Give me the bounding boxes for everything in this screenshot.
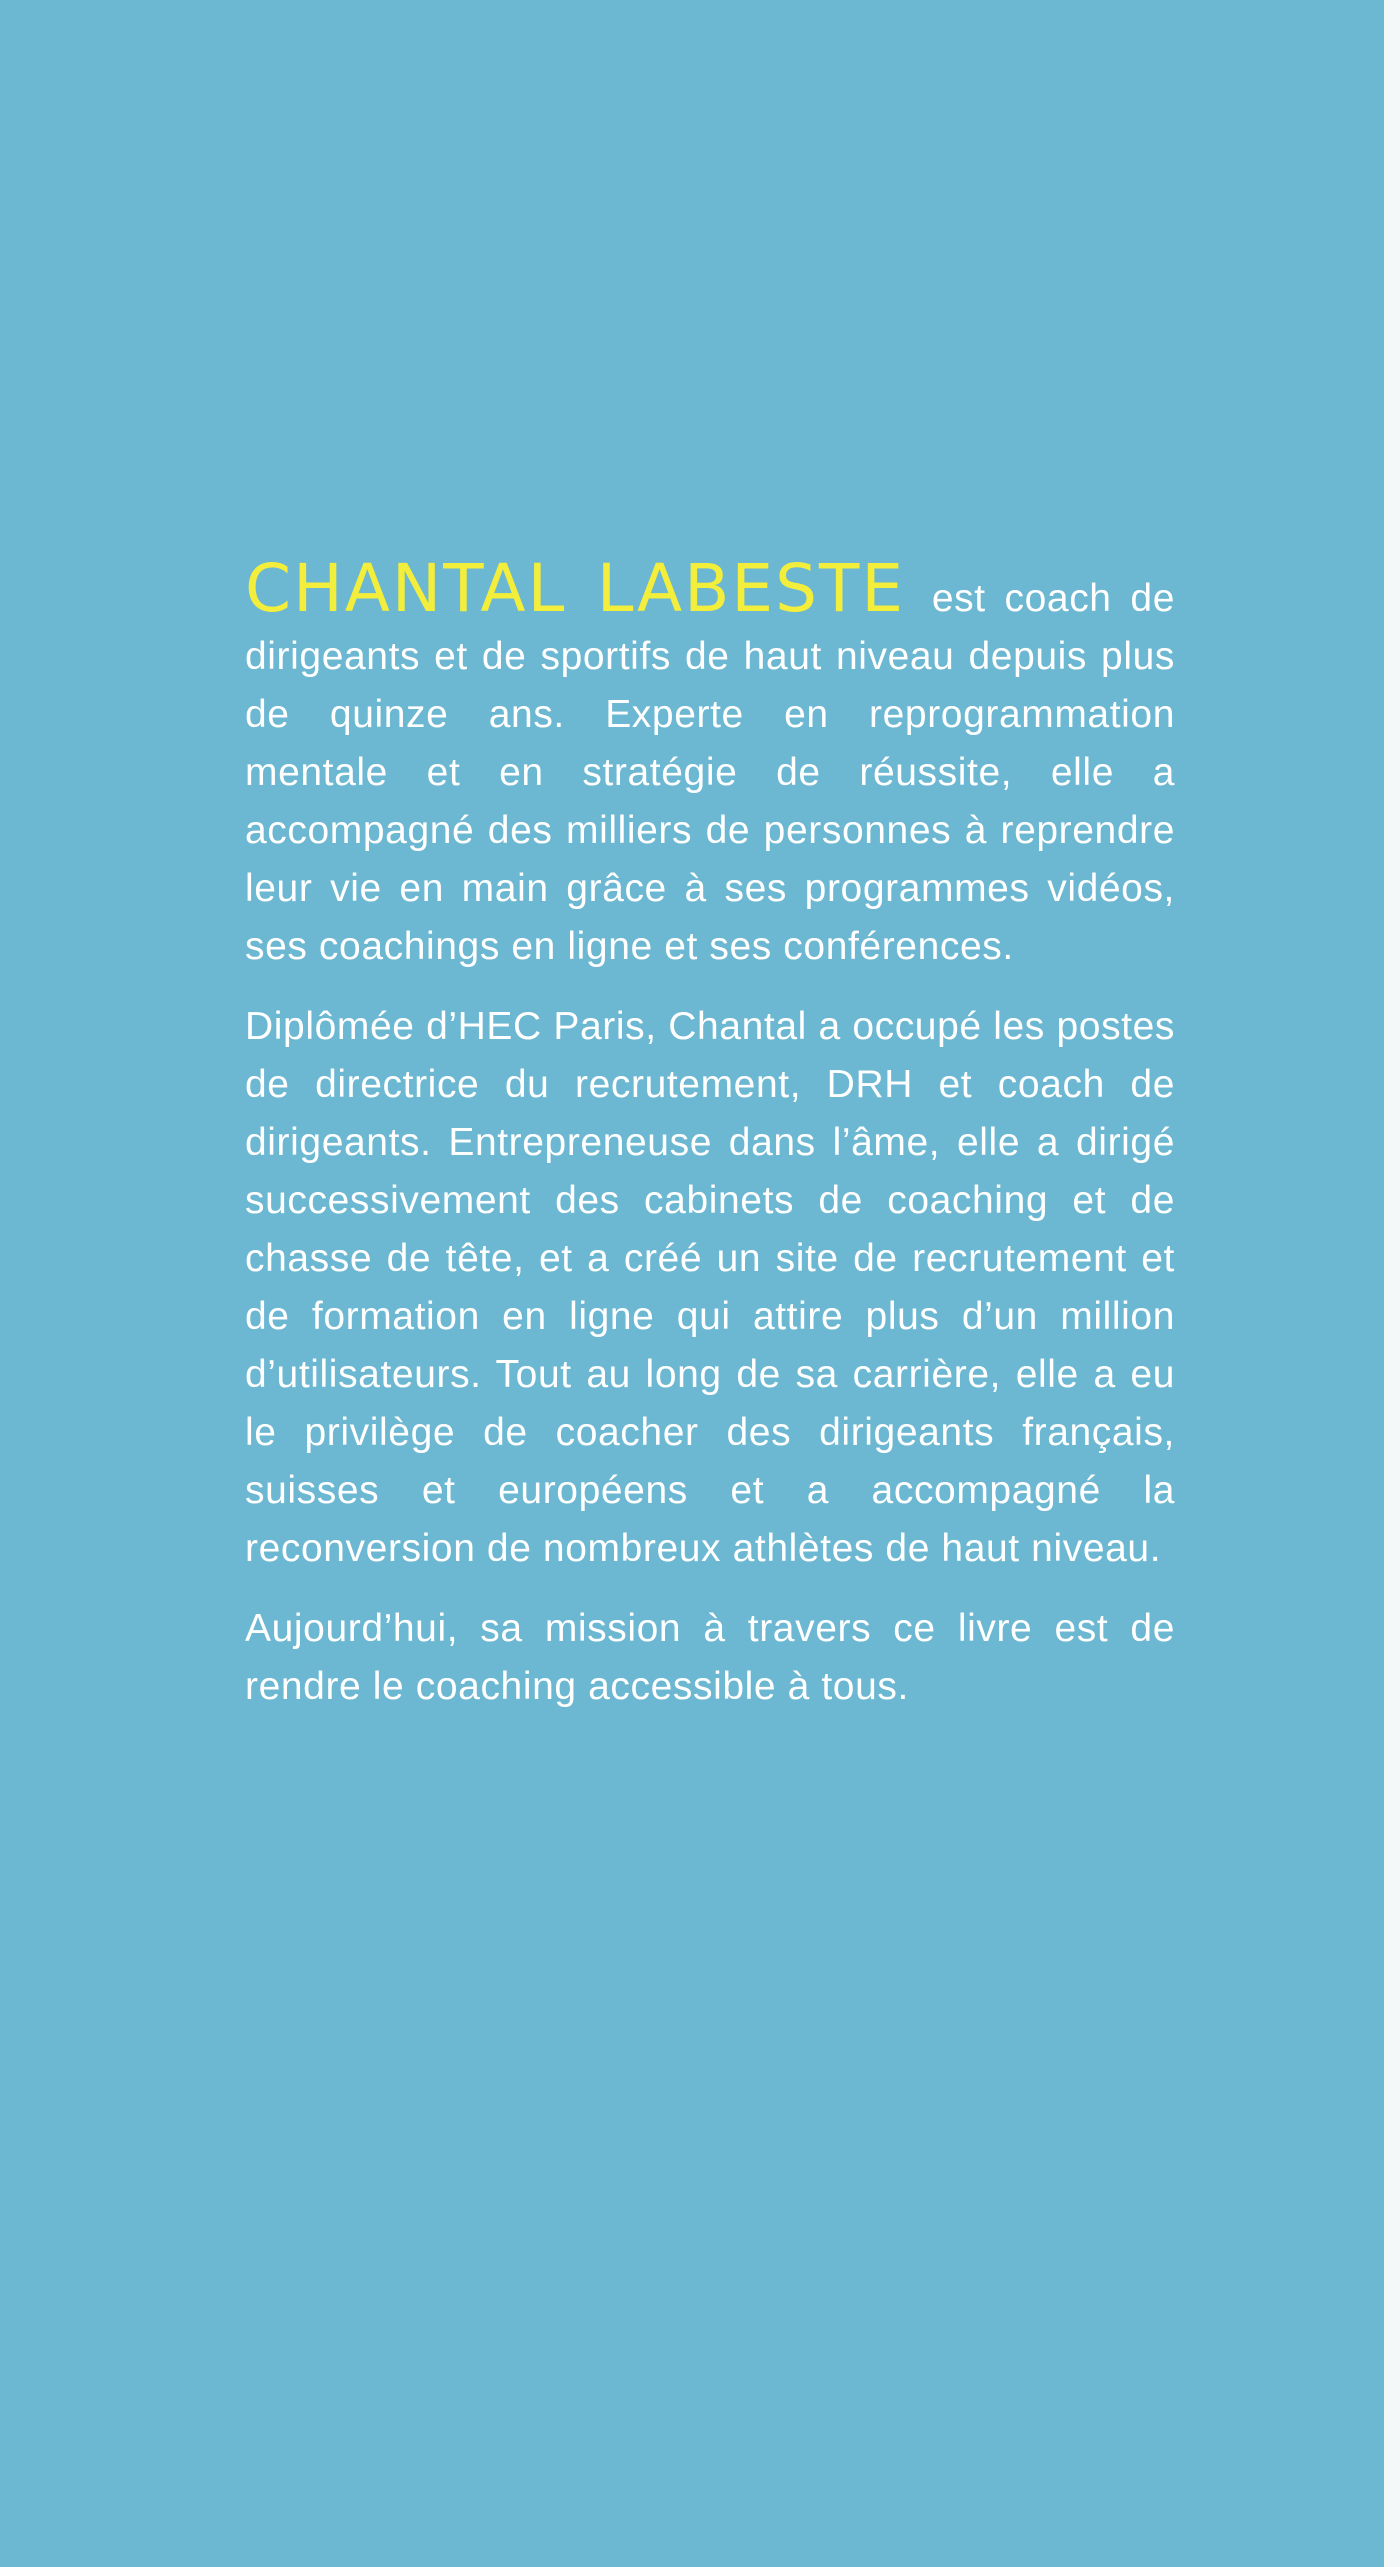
author-bio xyxy=(245,550,1175,1738)
bio-paragraph-1 xyxy=(245,550,1175,976)
bio-paragraph-1-text: est coach de dirigeants et de sportifs de haut niveau depuis plus de quinze ans. Experte en reprogrammation mentale et en stratégie de réussite, elle a accompagné des milliers de personnes à reprendre leur vie en main grâce à ses programmes vidéos, ses coachings en ligne et ses conférences. xyxy=(245,577,1175,968)
author-name: CHANTAL LABESTE xyxy=(245,550,906,627)
bio-paragraph-3: Aujourd’hui, sa mission à travers ce livre est de rendre le coaching accessible à tous. xyxy=(245,1607,1175,1708)
bio-paragraph-2: Diplômée d’HEC Paris, Chantal a occupé les postes de directrice du recrutement, DRH et coach de dirigeants. Entrepreneuse dans l’âme, elle a dirigé successivement des cabinets de coaching et de chasse de tête, et a créé un site de recrutement et de formation en ligne qui attire plus d’un million d’utilisateurs. Tout au long de sa carrière, elle a eu le privilège de coacher des dirigeants français, suisses et européens et a accompagné la reconversion de nombreux athlètes de haut niveau. xyxy=(245,1005,1175,1570)
page-edge xyxy=(1384,0,1400,2567)
